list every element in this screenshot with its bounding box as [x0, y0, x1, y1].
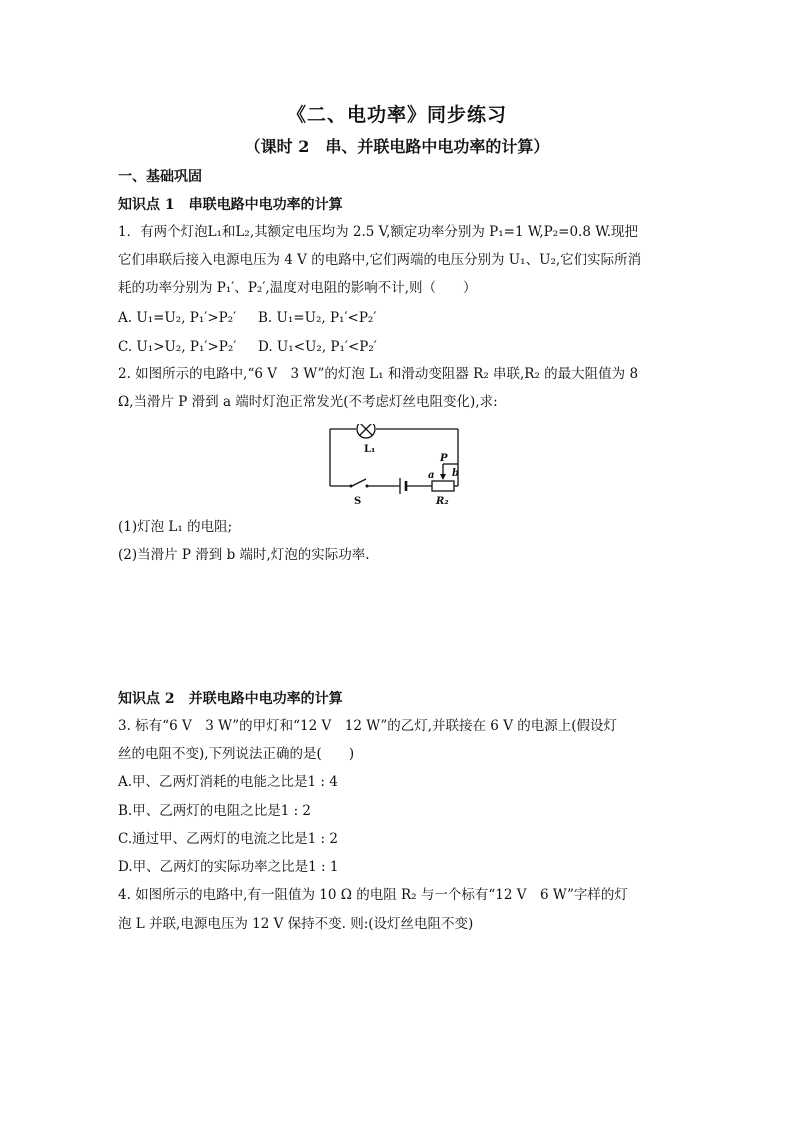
q3-line-1: 3. 标有“6 V 3 W”的甲灯和“12 V 12 W”的乙灯,并联接在 6 V 的电源上(假设灯	[118, 718, 617, 734]
switch-icon	[350, 485, 369, 488]
q3-option-d: D.甲、乙两灯的实际功率之比是1 : 1	[118, 859, 339, 875]
knowledge-point-1: 知识点 1 串联电路中电功率的计算	[118, 197, 343, 213]
q4-line-1: 4. 如图所示的电路中,有一阻值为 10 Ω 的电阻 R₂ 与一个标有“12 V 6 W”字样的灯	[118, 887, 628, 903]
resistor-icon	[432, 474, 454, 491]
q1-option-a: A. U₁=U₂, P₁′>P₂′	[118, 310, 237, 326]
q2-line-1: 2. 如图所示的电路中,“6 V 3 W”的灯泡 L₁ 和滑动变阻器 R₂ 串联,R₂ 的最大阻值为 8	[118, 366, 639, 382]
page-subtitle: （课时 2 串、并联电路中电功率的计算）	[244, 137, 550, 156]
q3-option-c: C.通过甲、乙两灯的电流之比是1 : 2	[118, 831, 338, 847]
q1-line-3: 耗的功率分别为 P₁′、P₂′,温度对电阻的影响不计,则（ ）	[118, 280, 477, 296]
q3-line-2: 丝的电阻不变),下列说法正确的是( )	[118, 746, 355, 762]
q1-line-1: 1．有两个灯泡L₁和L₂,其额定电压均为 2.5 V,额定功率分别为 P₁=1 W,P₂=0.8 W.现把	[118, 224, 639, 240]
knowledge-point-2: 知识点 2 并联电路中电功率的计算	[118, 691, 343, 707]
q1-option-d: D. U₁<U₂, P₁′<P₂′	[258, 339, 377, 355]
lamp-label: L₁	[364, 444, 376, 455]
q2-line-2: Ω,当滑片 P 滑到 a 端时灯泡正常发光(不考虑灯丝电阻变化),求:	[118, 394, 498, 410]
q2-sub-question-2: (2)当滑片 P 滑到 b 端时,灯泡的实际功率.	[118, 547, 370, 563]
slider-label: P	[440, 453, 448, 464]
q2-circuit-diagram	[328, 424, 464, 510]
q1-option-c: C. U₁>U₂, P₁′>P₂′	[118, 339, 237, 355]
end-a-label: a	[428, 470, 435, 481]
q2-sub-question-1: (1)灯泡 L₁ 的电阻;	[118, 519, 233, 535]
switch-label: S	[354, 496, 362, 507]
battery-icon	[400, 478, 406, 494]
q1-option-b: B. U₁=U₂, P₁′<P₂′	[258, 310, 377, 326]
q1-line-2: 它们串联后接入电源电压为 4 V 的电路中,它们两端的电压分别为 U₁、U₂,它们实际所消	[118, 252, 642, 268]
end-b-label: b	[452, 468, 459, 479]
q4-line-2: 泡 L 并联,电源电压为 12 V 保持不变. 则:(设灯丝电阻不变)	[118, 916, 474, 932]
page-title: 《二、电功率》同步练习	[286, 104, 507, 126]
resistor-label: R₂	[436, 496, 449, 507]
section-heading-basic: 一、基础巩固	[118, 169, 202, 185]
q3-option-b: B.甲、乙两灯的电阻之比是1 : 2	[118, 803, 312, 819]
q3-option-a: A.甲、乙两灯消耗的电能之比是1 : 4	[118, 774, 338, 790]
lamp-icon	[357, 424, 375, 438]
